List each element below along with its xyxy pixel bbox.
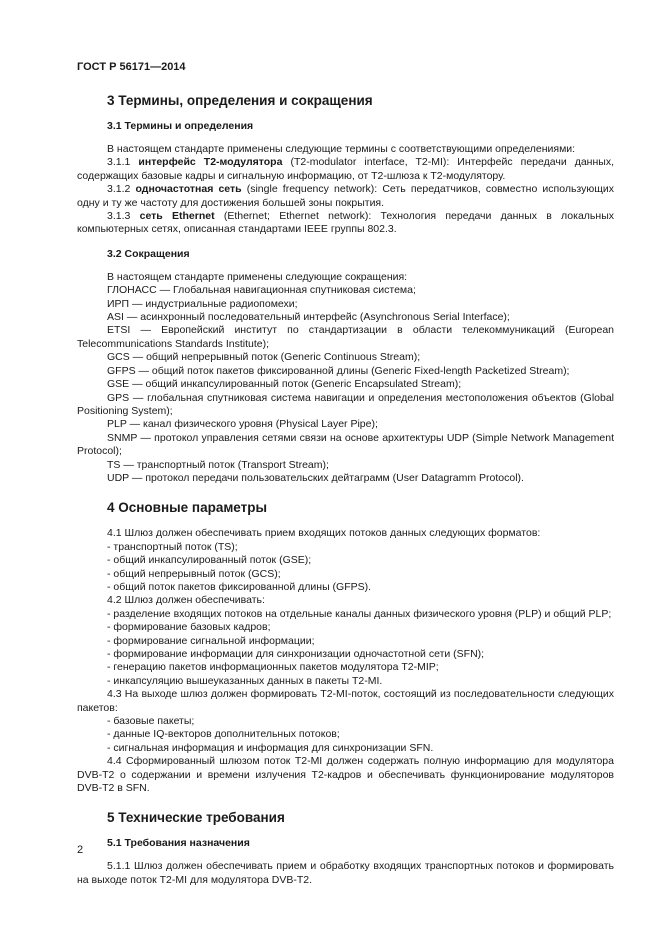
term-3-1-1: 3.1.1 интерфейс Т2-модулятора (T2-modulator interface, T2-MI): Интерфейс передачи данных, содержащих базовые кадры и сигнальную информацию, от Т2-шлюза к Т2-модулятору. — [77, 156, 614, 182]
subsection-3-2-heading: 3.2 Сокращения — [107, 247, 190, 260]
abbr-item: UDP — протокол передачи пользовательских дейтаграмм (User Datagramm Protocol). — [107, 471, 524, 484]
para-5-1-1: 5.1.1 Шлюз должен обеспечивать прием и обработку входящих транспортных потоков и формировать на выходе поток Т2-MI для модулятора DVB-T2. — [77, 860, 614, 886]
abbr-intro: В настоящем стандарте применены следующие сокращения: — [107, 270, 408, 283]
abbr-item: ASI — асинхронный последовательный интерфейс (Asynchronous Serial Interface); — [107, 311, 510, 324]
list-item: - общий инкапсулированный поток (GSE); — [107, 554, 312, 567]
para-4-3: 4.3 На выходе шлюз должен формировать Т2-MI-поток, состоящий из последовательности следующих пакетов: — [77, 688, 614, 714]
para-4-1: 4.1 Шлюз должен обеспечивать прием входящих потоков данных следующих форматов: — [107, 527, 541, 540]
list-item: - инкапсуляцию вышеуказанных данных в пакеты T2-MI. — [107, 674, 383, 687]
term-3-1-3: 3.1.3 сеть Ethernet (Ethernet; Ethernet network): Технология передачи данных в локальных компьютерных сетях, описанная стандартами IEEE группы 802.3. — [77, 210, 615, 236]
list-item: - данные IQ-векторов дополнительных потоков; — [107, 728, 340, 741]
list-item: - базовые пакеты; — [107, 715, 195, 728]
page-number: 2 — [77, 844, 84, 856]
abbr-item: GSE — общий инкапсулированный поток (Generic Encapsulated Stream); — [107, 378, 462, 391]
section-4-heading: 4 Основные параметры — [107, 500, 268, 516]
document-header: ГОСТ Р 56171—2014 — [77, 61, 186, 73]
list-item: - формирование сигнальной информации; — [107, 634, 315, 647]
terms-intro: В настоящем стандарте применены следующие термины с соответствующими определениями: — [107, 143, 576, 155]
abbr-item: GFPS — общий поток пакетов фиксированной длины (Generic Fixed-length Packetized Stream); — [107, 364, 570, 377]
para-4-4: 4.4 Сформированный шлюзом поток T2-MI должен содержать полную информацию для модулятора DVB-T2 о содержании и времени излучения Т2-кадров и обеспечивать функционирование модуляторов DVB-T2 в SFN. — [77, 755, 614, 795]
abbr-item: SNMP — протокол управления сетями связи на основе архитектуры UDP (Simple Network Management Protocol); — [77, 431, 614, 458]
abbr-item: GCS — общий непрерывный поток (Generic Continuous Stream); — [107, 351, 421, 364]
para-4-2: 4.2 Шлюз должен обеспечивать: — [107, 594, 265, 607]
abbr-item: ETSI — Европейский институт по стандартизации в области телекоммуникаций (European Telecommunications Standards Institute); — [77, 324, 614, 350]
document-body — [77, 92, 614, 887]
section-3-heading: 3 Термины, определения и сокращения — [107, 93, 373, 108]
abbr-item: TS — транспортный поток (Transport Stream); — [107, 458, 329, 471]
list-item: - генерацию пакетов информационных пакетов модулятора T2-MIP; — [107, 661, 439, 674]
abbr-item: ИРП — индустриальные радиопомехи; — [107, 297, 298, 310]
abbr-item: GPS — глобальная спутниковая система навигации и определения местоположения объектов (Global Positioning System); — [77, 391, 614, 417]
list-item: - формирование информации для синхронизации одночастотной сети (SFN); — [107, 648, 485, 660]
subsection-3-1-heading: 3.1 Термины и определения — [107, 120, 254, 132]
term-3-1-2: 3.1.2 одночастотная сеть (single frequency network): Сеть передатчиков, совместно использующих одну и ту же частоту для достижения большей зоны покрытия. — [77, 183, 615, 209]
subsection-5-1-heading: 5.1 Требования назначения — [107, 837, 250, 850]
list-item: - транспортный поток (TS); — [107, 540, 238, 553]
list-item: - сигнальная информация и информация для синхронизации SFN. — [107, 741, 434, 754]
abbr-item: PLP — канал физического уровня (Physical Layer Pipe); — [107, 418, 378, 431]
list-item: - общий непрерывный поток (GCS); — [107, 567, 281, 580]
abbr-item: ГЛОНАСС — Глобальная навигационная спутниковая система; — [107, 284, 416, 297]
list-item: - формирование базовых кадров; — [107, 621, 271, 634]
section-5-heading: 5 Технические требования — [107, 810, 285, 826]
list-item: - общий поток пакетов фиксированной длины (GFPS). — [107, 580, 372, 593]
list-item: - разделение входящих потоков на отдельные каналы данных физического уровня (PLP) и общий PLP; — [107, 607, 612, 620]
